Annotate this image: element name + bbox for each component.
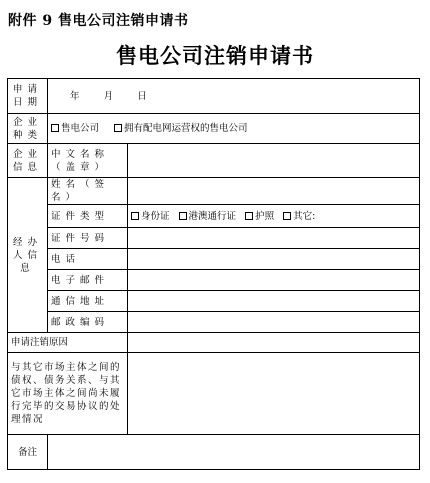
- id-type-options: [128, 205, 420, 228]
- remarks-label: 备注: [8, 435, 48, 470]
- option-passport[interactable]: 护照: [245, 211, 274, 222]
- company-info-label: 企业信息: [8, 144, 48, 178]
- name-label: 姓名（签名）: [48, 178, 128, 205]
- email-field[interactable]: [128, 270, 420, 291]
- application-form: [7, 78, 420, 470]
- reason-field[interactable]: [128, 333, 420, 353]
- postcode-field[interactable]: [128, 312, 420, 333]
- debt-handling-field[interactable]: [128, 353, 420, 435]
- id-number-label: 证件号码: [48, 228, 128, 249]
- name-field[interactable]: [128, 178, 420, 205]
- reason-label: 申请注销原因: [8, 333, 128, 353]
- chinese-name-field[interactable]: [128, 144, 420, 178]
- phone-label: 电话: [48, 249, 128, 270]
- option-other[interactable]: 其它:: [283, 211, 315, 222]
- checkbox-icon[interactable]: [179, 212, 187, 220]
- id-number-field[interactable]: [128, 228, 420, 249]
- apply-date-label: 申请日期: [8, 79, 48, 114]
- option-hk-macau-pass[interactable]: 港澳通行证: [179, 211, 237, 222]
- apply-date-field[interactable]: 年 月 日: [48, 79, 420, 114]
- chinese-name-label: 中文名称（盖章）: [48, 144, 128, 178]
- phone-field[interactable]: [128, 249, 420, 270]
- checkbox-icon[interactable]: [283, 212, 291, 220]
- option-distribution-company[interactable]: 拥有配电网运营权的售电公司: [114, 123, 248, 134]
- checkbox-icon[interactable]: [131, 212, 139, 220]
- debt-handling-label: 与其它市场主体之间的债权、债务关系、与其它市场主体之间尚未履行完毕的交易协议的处理情况: [8, 353, 128, 435]
- address-field[interactable]: [128, 291, 420, 312]
- page-title: 售电公司注销申请书: [116, 43, 314, 68]
- checkbox-icon[interactable]: [51, 124, 59, 132]
- id-type-label: 证件类型: [48, 205, 128, 228]
- checkbox-icon[interactable]: [114, 124, 122, 132]
- checkbox-icon[interactable]: [245, 212, 253, 220]
- option-power-company[interactable]: 售电公司: [51, 123, 99, 134]
- operator-info-label: 经办人信息: [8, 178, 48, 333]
- company-type-label: 企业种类: [8, 114, 48, 144]
- option-id-card[interactable]: 身份证: [131, 211, 170, 222]
- postcode-label: 邮政编码: [48, 312, 128, 333]
- email-label: 电子邮件: [48, 270, 128, 291]
- attachment-heading: 附件 9 售电公司注销申请书: [8, 13, 189, 29]
- address-label: 通信地址: [48, 291, 128, 312]
- company-type-options: [48, 114, 420, 144]
- remarks-field[interactable]: [48, 435, 420, 470]
